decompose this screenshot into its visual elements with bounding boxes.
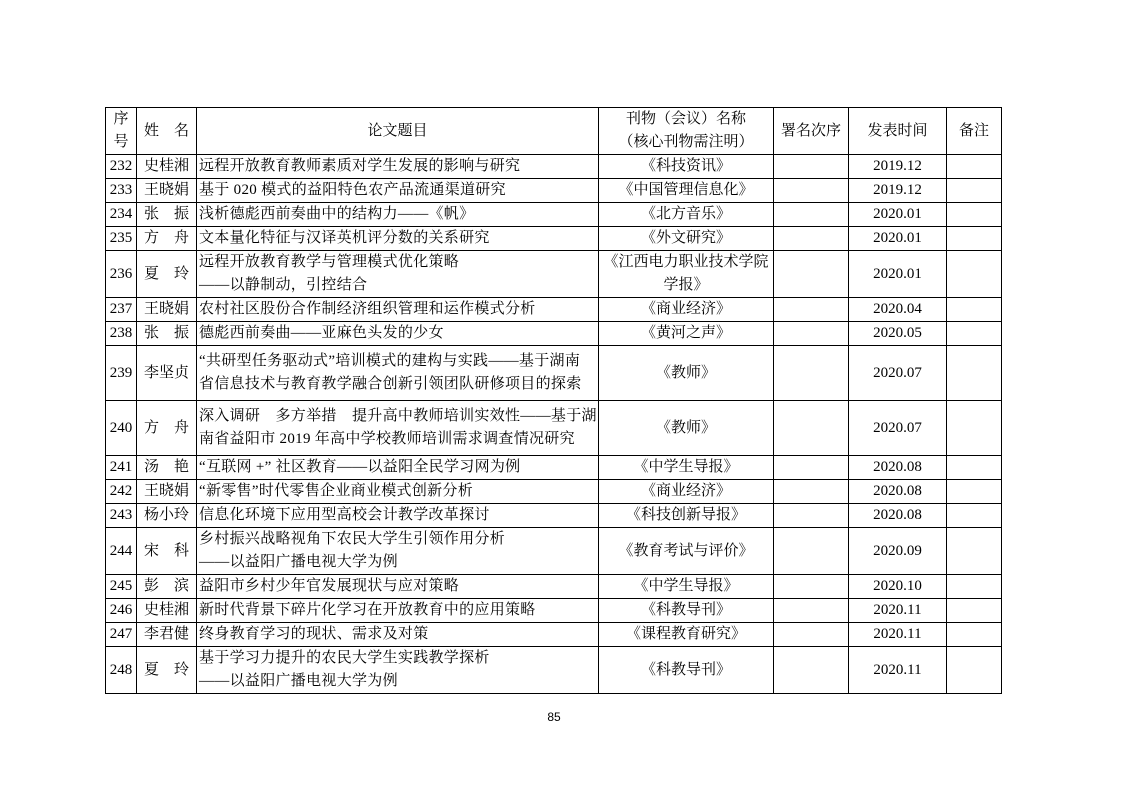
publish-date: 2020.11 (849, 623, 947, 647)
seq-cell: 245 (106, 575, 137, 599)
remark-cell (947, 599, 1002, 623)
table-row (106, 179, 1002, 203)
text-line: （核心刊物需注明） (618, 134, 754, 150)
text-line: ——以静制动，引控结合 (199, 277, 368, 293)
author-name: 王晓娟 (137, 179, 197, 203)
author-name: 张 振 (137, 322, 197, 346)
author-order (774, 623, 849, 647)
text-line: 《科教导刊》 (640, 661, 731, 678)
remark-cell (947, 155, 1002, 179)
text-line: 《中学生导报》 (633, 578, 739, 594)
journal-name (599, 623, 774, 647)
text-line: “互联网 +” 社区教育——以益阳全民学习网为例 (199, 459, 521, 475)
seq-cell: 232 (106, 155, 137, 179)
paper-title (197, 227, 599, 251)
seq-cell: 240 (106, 401, 137, 456)
author-name: 李君健 (137, 623, 197, 647)
table-row (106, 623, 1002, 647)
author-order (774, 251, 849, 298)
author-order (774, 322, 849, 346)
text-line: 《教师》 (655, 419, 716, 436)
text-line: 《江西电力职业技术学院 (603, 254, 769, 270)
author-order (774, 298, 849, 322)
table-row (106, 346, 1002, 401)
remark-cell (947, 456, 1002, 480)
table-row (106, 227, 1002, 251)
seq-cell: 243 (106, 504, 137, 528)
remark-cell (947, 322, 1002, 346)
text-line: 《科技创新导报》 (625, 507, 746, 523)
table-row (106, 298, 1002, 322)
text-line: 深入调研 多方举措 提升高中教师培训实效性——基于湖 (199, 408, 597, 424)
author-name: 方 舟 (137, 401, 197, 456)
author-order (774, 504, 849, 528)
text-line: 《商业经济》 (640, 301, 731, 317)
seq-cell: 238 (106, 322, 137, 346)
table-row (106, 155, 1002, 179)
remark-cell (947, 401, 1002, 456)
publish-date: 2020.01 (849, 203, 947, 227)
publish-date: 2020.10 (849, 575, 947, 599)
publish-date: 2020.01 (849, 227, 947, 251)
table-row (106, 322, 1002, 346)
publish-date: 2020.08 (849, 456, 947, 480)
author-order (774, 203, 849, 227)
remark-cell (947, 346, 1002, 401)
paper-title (197, 504, 599, 528)
journal-name (599, 227, 774, 251)
seq-cell: 236 (106, 251, 137, 298)
text-line: ——以益阳广播电视大学为例 (199, 673, 398, 689)
paper-title (197, 298, 599, 322)
remark-cell (947, 203, 1002, 227)
table-row (106, 251, 1002, 298)
author-name: 彭 滨 (137, 575, 197, 599)
paper-title (197, 623, 599, 647)
table-row (106, 480, 1002, 504)
journal-name (599, 456, 774, 480)
text-line: 学报》 (663, 277, 709, 293)
remark-cell (947, 251, 1002, 298)
text-line: 益阳市乡村少年官发展现状与应对策略 (199, 578, 460, 594)
text-line: 《中国管理信息化》 (618, 182, 754, 198)
author-name: 史桂湘 (137, 599, 197, 623)
journal-name (599, 504, 774, 528)
seq-cell: 247 (106, 623, 137, 647)
text-line: 省信息技术与教育教学融合创新引领团队研修项目的探索 (199, 376, 582, 392)
journal-name (599, 251, 774, 298)
text-line: 信息化环境下应用型高校会计教学改革探讨 (199, 507, 490, 523)
publish-date: 2020.07 (849, 346, 947, 401)
remark-cell (947, 647, 1002, 694)
text-line: 《课程教育研究》 (625, 626, 746, 642)
paper-title (197, 647, 599, 694)
journal-name (599, 179, 774, 203)
author-name: 王晓娟 (137, 298, 197, 322)
header-title: 论文题目 (197, 108, 599, 155)
seq-cell: 244 (106, 528, 137, 575)
publish-date: 2020.01 (849, 251, 947, 298)
seq-cell: 234 (106, 203, 137, 227)
seq-cell: 241 (106, 456, 137, 480)
journal-name (599, 575, 774, 599)
author-name: 张 振 (137, 203, 197, 227)
text-line: 《外文研究》 (640, 230, 731, 246)
table-row (106, 456, 1002, 480)
paper-title (197, 528, 599, 575)
remark-cell (947, 528, 1002, 575)
text-line: 远程开放教育教学与管理模式优化策略 (199, 254, 460, 270)
author-order (774, 155, 849, 179)
header-name: 姓 名 (137, 108, 197, 155)
seq-cell: 248 (106, 647, 137, 694)
author-name: 夏 玲 (137, 251, 197, 298)
remark-cell (947, 575, 1002, 599)
text-line: 德彪西前奏曲——亚麻色头发的少女 (199, 325, 444, 341)
author-order (774, 401, 849, 456)
paper-title (197, 456, 599, 480)
remark-cell (947, 227, 1002, 251)
publish-date: 2020.05 (849, 322, 947, 346)
author-name: 方 舟 (137, 227, 197, 251)
journal-name (599, 599, 774, 623)
remark-cell (947, 179, 1002, 203)
author-order (774, 227, 849, 251)
text-line: 《教师》 (655, 364, 716, 381)
journal-name (599, 401, 774, 456)
page-number: 85 (547, 710, 561, 724)
remark-cell (947, 504, 1002, 528)
text-line: 基于 020 模式的益阳特色农产品流通渠道研究 (199, 182, 506, 198)
table-row (106, 504, 1002, 528)
text-line: 序 (113, 111, 129, 127)
header-remark: 备注 (947, 108, 1002, 155)
paper-title (197, 599, 599, 623)
author-order (774, 456, 849, 480)
text-line: 新时代背景下碎片化学习在开放教育中的应用策略 (199, 602, 536, 618)
paper-title (197, 322, 599, 346)
text-line: 农村社区股份合作制经济组织管理和运作模式分析 (199, 301, 536, 317)
author-order (774, 528, 849, 575)
publish-date: 2020.08 (849, 504, 947, 528)
journal-name (599, 647, 774, 694)
text-line: 浅析德彪西前奏曲中的结构力——《帆》 (199, 206, 475, 222)
author-name: 杨小玲 (137, 504, 197, 528)
paper-title (197, 179, 599, 203)
remark-cell (947, 298, 1002, 322)
text-line: 乡村振兴战略视角下农民大学生引领作用分析 (199, 531, 506, 547)
table-row (106, 647, 1002, 694)
journal-name (599, 155, 774, 179)
author-order (774, 480, 849, 504)
seq-cell: 235 (106, 227, 137, 251)
text-line: 《科教导刊》 (640, 602, 731, 618)
author-name: 王晓娟 (137, 480, 197, 504)
text-line: “共研型任务驱动式”培训模式的建构与实践——基于湖南 (199, 353, 581, 369)
text-line: 远程开放教育教师素质对学生发展的影响与研究 (199, 158, 521, 174)
author-name: 史桂湘 (137, 155, 197, 179)
paper-title (197, 155, 599, 179)
publish-date: 2020.08 (849, 480, 947, 504)
papers-table (105, 107, 1002, 694)
seq-cell: 242 (106, 480, 137, 504)
journal-name (599, 480, 774, 504)
text-line: 南省益阳市 2019 年高中学校教师培训需求调查情况研究 (199, 431, 575, 447)
publish-date: 2019.12 (849, 179, 947, 203)
header-order: 署名次序 (774, 108, 849, 155)
header-journal (599, 108, 774, 155)
seq-cell: 239 (106, 346, 137, 401)
author-order (774, 575, 849, 599)
text-line: 刊物（会议）名称 (625, 111, 746, 127)
publish-date: 2020.07 (849, 401, 947, 456)
text-line: 终身教育学习的现状、需求及对策 (199, 626, 429, 642)
publish-date: 2020.11 (849, 599, 947, 623)
seq-cell: 246 (106, 599, 137, 623)
text-line: 文本量化特征与汉译英机评分数的关系研究 (199, 230, 490, 246)
paper-title (197, 575, 599, 599)
remark-cell (947, 480, 1002, 504)
header-seq (106, 108, 137, 155)
author-order (774, 346, 849, 401)
publish-date: 2020.04 (849, 298, 947, 322)
text-line: 《黄河之声》 (640, 325, 731, 341)
author-name: 夏 玲 (137, 647, 197, 694)
seq-cell: 237 (106, 298, 137, 322)
paper-title (197, 203, 599, 227)
remark-cell (947, 623, 1002, 647)
paper-title (197, 346, 599, 401)
author-name: 汤 艳 (137, 456, 197, 480)
table-row (106, 575, 1002, 599)
author-name: 宋 科 (137, 528, 197, 575)
table-row (106, 203, 1002, 227)
table-header-row (106, 108, 1002, 155)
text-line: 《中学生导报》 (633, 459, 739, 475)
paper-title (197, 251, 599, 298)
table-row (106, 528, 1002, 575)
journal-name (599, 203, 774, 227)
journal-name (599, 346, 774, 401)
text-line: 号 (113, 134, 129, 150)
journal-name (599, 298, 774, 322)
text-line: ——以益阳广播电视大学为例 (199, 554, 398, 570)
journal-name (599, 322, 774, 346)
author-order (774, 599, 849, 623)
text-line: 基于学习力提升的农民大学生实践教学探析 (199, 650, 490, 666)
text-line: “新零售”时代零售企业商业模式创新分析 (199, 483, 474, 499)
text-line: 《商业经济》 (640, 483, 731, 499)
seq-cell: 233 (106, 179, 137, 203)
publish-date: 2019.12 (849, 155, 947, 179)
author-order (774, 647, 849, 694)
text-line: 《教育考试与评价》 (618, 542, 754, 559)
paper-title (197, 480, 599, 504)
paper-title (197, 401, 599, 456)
author-name: 李坚贞 (137, 346, 197, 401)
journal-name (599, 528, 774, 575)
text-line: 《北方音乐》 (640, 206, 731, 222)
table-row (106, 599, 1002, 623)
publish-date: 2020.09 (849, 528, 947, 575)
text-line: 《科技资讯》 (640, 158, 731, 174)
header-date: 发表时间 (849, 108, 947, 155)
table-row (106, 401, 1002, 456)
author-order (774, 179, 849, 203)
publish-date: 2020.11 (849, 647, 947, 694)
